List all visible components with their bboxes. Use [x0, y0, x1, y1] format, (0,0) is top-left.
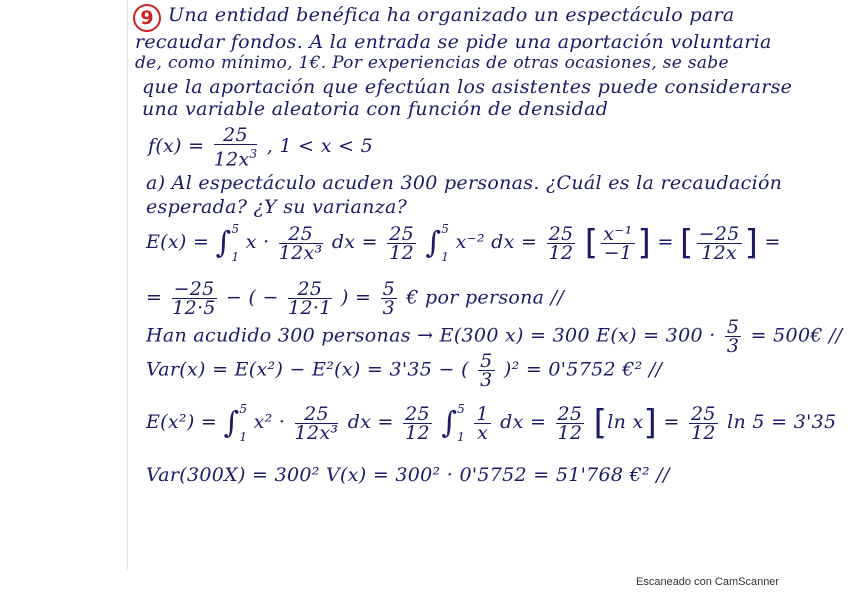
integral-sign: ∫ [425, 225, 442, 261]
line5-f2-den: 12 [405, 421, 430, 444]
line5-tail: ln 5 = 3'35 [727, 411, 837, 433]
line2-f1-num: −25 [173, 278, 215, 300]
problem-number: 9 [133, 4, 161, 32]
line2-lead: = [146, 286, 169, 309]
integral-limits [441, 222, 449, 264]
expected-value-result-line [146, 280, 564, 317]
ex-frac1-num: 25 [279, 225, 323, 244]
integral-limits [239, 402, 247, 444]
statement-line-4: que la aportación que efectúan los asistentes puede considerarse [142, 76, 793, 98]
line4-f-den: 3 [480, 369, 493, 391]
line5-f2-num: 25 [405, 402, 430, 425]
ex-frac2-num: 25 [389, 222, 415, 245]
expected-value-line [146, 222, 781, 264]
integral-sign: ∫ [215, 225, 232, 261]
line4-frac [478, 352, 494, 389]
ex-bracket2-den: 12x [701, 241, 737, 264]
ex-bracket1-den: −1 [603, 241, 633, 264]
integral-sign: ∫ [223, 405, 240, 441]
density-num: 25 [214, 126, 258, 145]
integral-upper: 5 [231, 222, 240, 236]
line5-frac1 [294, 402, 339, 444]
line4-f-num: 5 [480, 350, 493, 372]
line5-lead: E(x²) = [146, 411, 218, 433]
density-den-exp: 3 [249, 147, 258, 161]
ex-frac1-den: 12x³ [278, 241, 323, 264]
statement-line-2: recaudar fondos. A la entrada se pide una aportación voluntaria [135, 31, 772, 53]
camscanner-watermark: Escaneado con CamScanner [636, 576, 780, 588]
line2-frac3 [381, 280, 397, 317]
line5-dx: dx = [347, 411, 394, 433]
ex-integrand: x · [245, 231, 270, 253]
ex-frac1 [278, 222, 323, 264]
integral-lower: 1 [231, 250, 240, 264]
ex-eq: = [657, 231, 674, 253]
line3-text: Han acudido 300 personas → E(300 x) = 300 E(x) = 300 · [146, 324, 716, 347]
statement-line-3: de, como mínimo, 1€. Por experiencias de otras ocasiones, se sabe [135, 53, 729, 73]
ex-bracket1 [601, 222, 634, 264]
bracket-open: [ [593, 403, 608, 443]
line2-close: ) = [340, 286, 372, 309]
integral-lower: 1 [441, 250, 450, 264]
density-lhs: f(x) = [148, 135, 205, 158]
question-a-line-2: esperada? ¿Y su varianza? [146, 196, 408, 218]
bracket-close: ] [744, 223, 759, 263]
ex-frac3-num: 25 [548, 222, 574, 245]
line2-f2-den: 12·1 [288, 297, 332, 319]
bracket-close: ] [643, 403, 658, 443]
integral-limits [457, 402, 465, 444]
line2-tail: € por persona // [406, 286, 565, 309]
line5-frac4 [556, 402, 585, 444]
ex-bracket2 [697, 222, 742, 264]
line3-tail: = 500€ // [750, 324, 843, 347]
ex-frac2-den: 12 [389, 241, 415, 264]
ex-frac3-den: 12 [548, 241, 574, 264]
line3-f-num: 5 [726, 316, 740, 338]
line5-f3-num: 1 [476, 402, 489, 425]
integral-lower: 1 [457, 430, 466, 444]
question-a-line-1: a) Al espectáculo acuden 300 personas. ¿Cuál es la recaudación [146, 172, 783, 194]
integral-upper: 5 [239, 402, 248, 416]
line2-frac1 [172, 280, 217, 317]
line5-f5-num: 25 [691, 402, 716, 425]
line2-mid: − ( − [225, 286, 279, 309]
line5-bracket: ln x [607, 411, 644, 433]
ex-power: x⁻² dx = [455, 231, 538, 253]
line4-tail: )² = 0'5752 €² // [503, 358, 663, 381]
ex-bracket1-num: x⁻¹ [603, 222, 633, 245]
line2-frac2 [288, 280, 332, 317]
density-domain: , 1 < x < 5 [266, 135, 374, 158]
line5-f1-den: 12x³ [294, 421, 339, 444]
variance-line [146, 352, 662, 389]
total-variance-line: Var(300X) = 300² V(x) = 300² · 0'5752 = 51'768 €² // [146, 464, 670, 486]
total-expected-line [146, 318, 842, 355]
integral-sign: ∫ [441, 405, 458, 441]
line5-frac2 [403, 402, 432, 444]
line5-integrand: x² · [253, 411, 286, 433]
integral-upper: 5 [441, 222, 450, 236]
scan-edge [127, 0, 128, 570]
ex-eq2: = [764, 231, 781, 253]
ex-lhs: E(x) = [146, 231, 210, 253]
line5-f5-den: 12 [691, 421, 716, 444]
line2-f1-den: 12·5 [172, 297, 216, 319]
density-function [148, 124, 374, 171]
line2-f3-num: 5 [382, 278, 395, 300]
ex-dx: dx = [331, 231, 378, 253]
line5-f3-den: x [477, 421, 489, 444]
line5-dx2: dx = [500, 411, 547, 433]
line5-f4-den: 12 [557, 421, 583, 444]
statement-line-1: Una entidad benéfica ha organizado un espectáculo para [168, 4, 735, 26]
integral-upper: 5 [457, 402, 466, 416]
line3-frac [725, 318, 741, 355]
bracket-open: [ [584, 223, 599, 263]
bracket-close: ] [637, 223, 652, 263]
ex-bracket2-num: −25 [698, 222, 740, 245]
line5-f1-num: 25 [295, 405, 339, 424]
density-fraction [213, 124, 258, 171]
line4-lead: Var(x) = E(x²) − E²(x) = 3'35 − ( [146, 358, 469, 381]
ex-frac3 [547, 222, 576, 264]
integral-limits [231, 222, 239, 264]
density-den: 12x [213, 148, 250, 171]
second-moment-line [146, 402, 836, 444]
line5-eq: = [663, 411, 680, 433]
line5-f4-num: 25 [557, 402, 583, 425]
line5-frac3 [474, 402, 490, 444]
line5-frac5 [689, 402, 718, 444]
line2-f3-den: 3 [382, 297, 395, 319]
ex-frac2 [387, 222, 416, 264]
integral-lower: 1 [239, 430, 248, 444]
line3-f-den: 3 [726, 335, 740, 357]
line2-f2-num: 25 [288, 280, 332, 299]
bracket-open: [ [680, 223, 694, 263]
statement-line-5: una variable aleatoria con función de densidad [142, 98, 609, 120]
